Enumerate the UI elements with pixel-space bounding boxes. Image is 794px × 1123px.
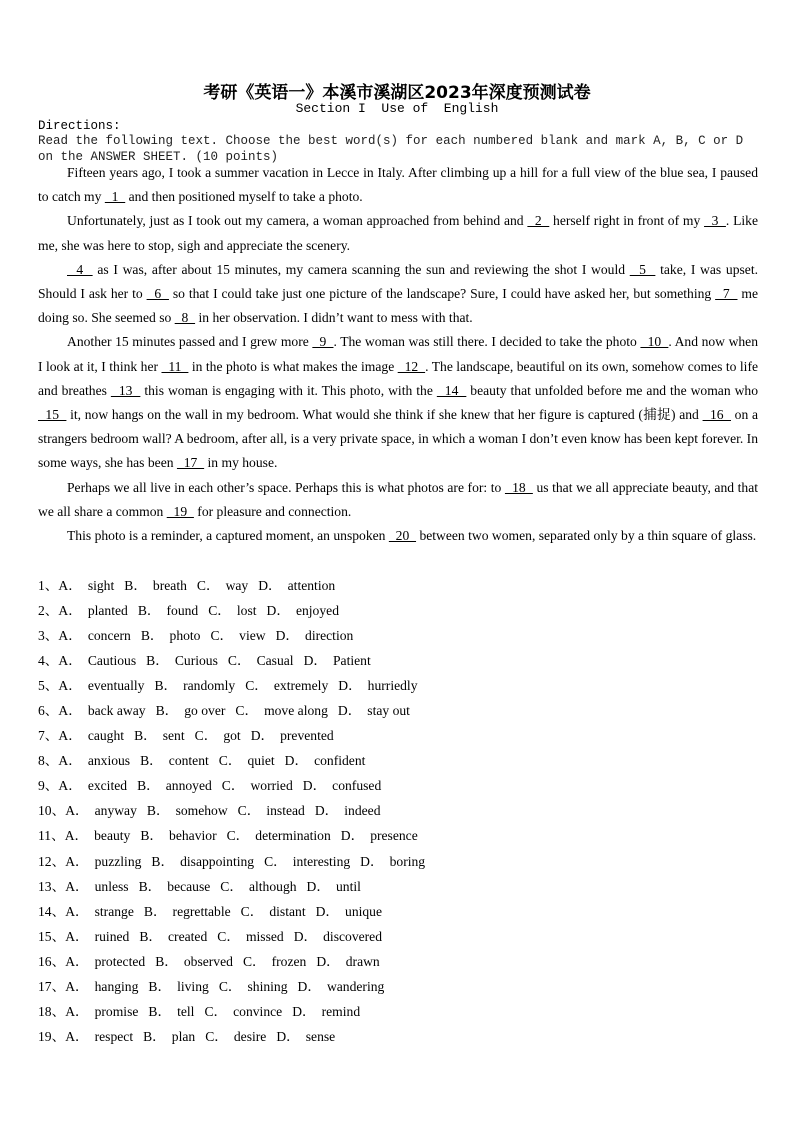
option-text: Patient: [332, 653, 371, 669]
option-text: instead: [266, 803, 305, 819]
option-text: shining: [247, 978, 288, 994]
question-number: 4、: [38, 653, 59, 669]
option-text: unless: [94, 878, 129, 894]
option-text: boring: [389, 853, 426, 869]
option-letter: D．: [250, 728, 275, 744]
option-text: quiet: [247, 753, 275, 769]
option-letter: A．: [58, 753, 82, 769]
passage-text: Perhaps we all live in each other’s space. Perhaps this is what photos are for: to: [67, 479, 505, 495]
option-letter: A．: [65, 903, 89, 919]
option-letter: B．: [151, 853, 175, 869]
option-text: eventually: [87, 678, 145, 694]
option-letter: C．: [220, 878, 243, 894]
option-text: confused: [332, 778, 382, 794]
option-text: promise: [94, 1003, 139, 1019]
option-letter: B．: [137, 778, 160, 794]
question-row: [38, 698, 435, 723]
numbered-blank: 2: [527, 213, 550, 229]
question-number: 11、: [38, 828, 65, 844]
option-letter: C．: [204, 1003, 228, 1019]
option-letter: D．: [360, 853, 384, 869]
option-letter: B．: [137, 603, 161, 619]
option-letter: A．: [58, 603, 82, 619]
option-text: breath: [152, 578, 187, 593]
passage-text: take, I was upset. Should I ask her to: [38, 261, 758, 302]
option-text: anxious: [87, 753, 131, 769]
question-row: [38, 773, 435, 798]
question-number: 16、: [38, 953, 66, 969]
question-row: [38, 1024, 435, 1049]
passage-text: on a strangers bedroom wall? A bedroom, after all, is a very private space, in which a woman I don’t even know has been kept forever. In some ways, she has been: [38, 407, 759, 471]
option-text: disappointing: [180, 853, 255, 869]
option-text: although: [248, 878, 297, 894]
option-letter: B．: [146, 803, 170, 819]
option-text: convince: [233, 1003, 283, 1019]
option-letter: A．: [58, 678, 82, 694]
numbered-blank: 16: [702, 407, 731, 423]
passage-text: . Like me, she was here to stop, sigh and appreciate the scenery.: [38, 213, 759, 253]
numbered-blank: 1: [104, 189, 126, 205]
option-text: protected: [94, 953, 146, 969]
option-letter: A．: [65, 1028, 89, 1044]
option-text: Cautious: [87, 653, 137, 669]
question-number: 10、: [38, 803, 66, 819]
passage-paragraph: [38, 209, 758, 257]
option-letter: D．: [340, 828, 365, 844]
option-letter: B．: [148, 1003, 172, 1019]
question-row: [38, 823, 435, 848]
option-text: beauty: [94, 828, 131, 844]
passage-text: us that we all appreciate beauty, and that we all share a common: [38, 479, 759, 519]
option-text: confident: [314, 753, 366, 769]
option-text: desire: [233, 1028, 267, 1044]
option-letter: D．: [266, 603, 290, 619]
question-options-list: [38, 573, 435, 1049]
passage-paragraph: [38, 330, 758, 475]
passage-text: me doing so. She seemed so: [38, 286, 759, 326]
option-text: enjoyed: [295, 603, 339, 619]
option-letter: C．: [205, 1028, 228, 1044]
directions-label: Directions:: [38, 119, 121, 133]
option-letter: C．: [227, 653, 251, 669]
option-text: determination: [255, 828, 331, 844]
option-letter: B．: [140, 628, 164, 644]
option-text: hurriedly: [367, 678, 418, 694]
option-text: stay out: [367, 703, 410, 719]
question-number: 19、: [38, 1028, 66, 1044]
option-text: got: [223, 728, 241, 744]
option-letter: D．: [302, 778, 327, 794]
option-letter: C．: [235, 703, 259, 719]
option-letter: A．: [65, 953, 89, 969]
option-letter: D．: [258, 578, 282, 593]
question-row: [38, 849, 435, 874]
option-text: planted: [87, 603, 128, 619]
numbered-blank: 14: [436, 382, 467, 398]
option-letter: C．: [242, 953, 266, 969]
option-letter: C．: [264, 853, 287, 869]
cloze-passage: [38, 161, 758, 548]
option-letter: C．: [237, 803, 261, 819]
option-text: plan: [171, 1028, 196, 1044]
question-row: [38, 924, 435, 949]
option-letter: C．: [245, 678, 268, 694]
option-text: respect: [94, 1028, 134, 1044]
passage-text: this woman is engaging with it. This photo, with the: [140, 382, 437, 398]
question-number: 17、: [38, 978, 66, 994]
option-letter: C．: [218, 753, 242, 769]
option-text: remind: [321, 1003, 361, 1019]
option-text: indeed: [344, 803, 381, 819]
numbered-blank: 19: [166, 503, 194, 519]
option-text: excited: [87, 778, 128, 794]
option-text: go over: [184, 703, 226, 719]
option-text: back away: [87, 703, 146, 719]
option-text: until: [335, 878, 361, 894]
option-letter: D．: [314, 803, 339, 819]
option-text: annoyed: [165, 778, 212, 794]
question-row: [38, 974, 435, 999]
option-letter: B．: [140, 753, 163, 769]
option-letter: C．: [194, 728, 218, 744]
option-text: created: [168, 928, 208, 944]
question-row: [38, 874, 435, 899]
numbered-blank: 13: [110, 382, 141, 398]
question-row: [38, 673, 435, 698]
passage-text: This photo is a reminder, a captured moment, an unspoken: [67, 528, 389, 544]
question-row: [38, 949, 435, 974]
directions-text: Read the following text. Choose the best word(s) for each numbered blank and mark A, B, C or D on the ANSWER SHEET. (10 points): [38, 134, 744, 164]
option-text: prevented: [280, 728, 334, 744]
option-letter: C．: [226, 828, 250, 844]
passage-paragraph: [38, 476, 758, 524]
option-text: Casual: [256, 653, 294, 669]
option-text: somehow: [175, 803, 228, 819]
option-letter: B．: [146, 653, 169, 669]
question-number: 3、: [38, 628, 59, 644]
option-letter: B．: [134, 728, 157, 744]
passage-text: herself right in front of my: [549, 213, 705, 229]
option-text: puzzling: [94, 853, 142, 869]
option-text: ruined: [94, 928, 130, 944]
option-letter: B．: [148, 978, 172, 994]
question-number: 14、: [38, 903, 66, 919]
option-text: unique: [345, 903, 383, 919]
option-letter: A．: [65, 878, 89, 894]
passage-text: so that I could take just one picture of the landscape? Sure, I could have asked her, but something: [168, 286, 716, 302]
question-number: 2、: [38, 603, 59, 619]
numbered-blank: 15: [38, 407, 67, 423]
question-row: [38, 999, 435, 1024]
passage-text: it, now hangs on the wall in my bedroom. What would she think if she knew that her figure is captured (捕捉) and: [66, 407, 703, 423]
numbered-blank: 4: [67, 261, 93, 277]
option-letter: B．: [138, 878, 162, 894]
option-letter: B．: [155, 953, 178, 969]
option-letter: A．: [65, 1003, 89, 1019]
option-letter: D．: [337, 703, 362, 719]
option-letter: D．: [315, 903, 340, 919]
option-letter: D．: [276, 1028, 300, 1044]
option-text: extremely: [273, 678, 329, 694]
numbered-blank: 8: [174, 310, 196, 326]
option-text: distant: [269, 903, 306, 919]
option-letter: A．: [65, 978, 89, 994]
option-text: attention: [287, 578, 336, 593]
option-letter: C．: [210, 628, 234, 644]
option-letter: A．: [58, 628, 82, 644]
option-text: sense: [305, 1028, 336, 1044]
option-text: sight: [87, 578, 115, 593]
question-number: 6、: [38, 703, 59, 719]
option-letter: D．: [293, 928, 318, 944]
question-number: 15、: [38, 928, 66, 944]
question-number: 13、: [38, 878, 66, 894]
option-text: photo: [169, 628, 201, 644]
numbered-blank: 20: [388, 528, 417, 544]
passage-text: Another 15 minutes passed and I grew more: [67, 334, 313, 350]
numbered-blank: 18: [504, 479, 533, 495]
numbered-blank: 6: [146, 286, 169, 302]
option-letter: A．: [65, 803, 89, 819]
option-letter: B．: [124, 578, 147, 593]
passage-paragraph: [38, 161, 758, 209]
option-letter: B．: [140, 828, 164, 844]
question-number: 1、: [38, 578, 59, 593]
option-text: missed: [245, 928, 284, 944]
question-number: 5、: [38, 678, 59, 694]
option-text: wandering: [326, 978, 385, 994]
option-letter: B．: [155, 703, 179, 719]
option-text: found: [166, 603, 199, 619]
option-text: way: [225, 578, 249, 593]
option-letter: B．: [143, 1028, 166, 1044]
option-text: living: [177, 978, 209, 994]
option-letter: C．: [217, 928, 240, 944]
question-number: 12、: [38, 853, 66, 869]
question-number: 7、: [38, 728, 59, 744]
option-letter: C．: [221, 778, 245, 794]
option-text: view: [239, 628, 266, 644]
passage-paragraph: [38, 524, 758, 548]
option-text: direction: [305, 628, 354, 644]
numbered-blank: 9: [312, 334, 334, 350]
option-letter: B．: [143, 903, 167, 919]
option-text: Curious: [174, 653, 218, 669]
option-text: tell: [177, 1003, 195, 1019]
option-letter: A．: [58, 578, 82, 593]
passage-text: beauty that unfolded before me and the woman who: [466, 382, 759, 398]
passage-text: . The landscape, beautiful on its own, somehow comes to life and breathes: [38, 358, 759, 398]
option-letter: C．: [240, 903, 264, 919]
passage-text: Fifteen years ago, I took a summer vacation in Lecce in Italy. After climbing up a hill for a full view of the blue sea, I paused to catch my: [38, 165, 758, 205]
option-text: discovered: [323, 928, 383, 944]
question-row: [38, 623, 435, 648]
question-number: 8、: [38, 753, 59, 769]
option-text: interesting: [292, 853, 351, 869]
option-letter: D．: [292, 1003, 316, 1019]
option-text: behavior: [169, 828, 217, 844]
passage-text: in the photo is what makes the image: [188, 358, 398, 374]
option-letter: A．: [65, 928, 89, 944]
option-letter: A．: [58, 728, 82, 744]
section-subtitle: Section I Use of English: [295, 101, 499, 116]
option-text: strange: [94, 903, 134, 919]
numbered-blank: 17: [176, 455, 205, 471]
option-letter: D．: [316, 953, 340, 969]
option-letter: A．: [58, 653, 82, 669]
passage-text: as I was, after about 15 minutes, my camera scanning the sun and reviewing the shot I would: [92, 261, 630, 277]
option-letter: D．: [284, 753, 309, 769]
numbered-blank: 3: [704, 213, 726, 229]
option-letter: D．: [275, 628, 300, 644]
question-row: [38, 648, 435, 673]
option-text: content: [168, 753, 209, 769]
question-row: [38, 573, 435, 598]
option-letter: C．: [196, 578, 220, 593]
question-row: [38, 899, 435, 924]
question-row: [38, 598, 435, 623]
numbered-blank: 11: [161, 358, 189, 374]
passage-paragraph: [38, 258, 758, 331]
passage-text: Unfortunately, just as I took out my camera, a woman approached from behind and: [67, 213, 528, 229]
passage-text: . The woman was still there. I decided to take the photo: [333, 334, 641, 350]
option-text: regrettable: [172, 903, 231, 919]
question-number: 18、: [38, 1003, 66, 1019]
option-text: concern: [87, 628, 131, 644]
numbered-blank: 7: [715, 286, 738, 302]
option-text: lost: [236, 603, 257, 619]
question-row: [38, 723, 435, 748]
option-text: observed: [183, 953, 233, 969]
option-letter: C．: [208, 603, 231, 619]
option-text: anyway: [94, 803, 137, 819]
option-text: presence: [370, 828, 418, 844]
option-text: drawn: [345, 953, 380, 969]
passage-text: between two women, separated only by a thin square of glass.: [416, 528, 757, 544]
passage-text: and then positioned myself to take a photo.: [125, 189, 363, 205]
option-letter: A．: [65, 853, 89, 869]
option-letter: D．: [338, 678, 362, 694]
numbered-blank: 5: [629, 261, 656, 277]
numbered-blank: 10: [640, 334, 669, 350]
passage-text: in my house.: [204, 455, 278, 471]
option-letter: A．: [58, 703, 82, 719]
option-text: sent: [162, 728, 185, 744]
option-text: frozen: [271, 953, 307, 969]
numbered-blank: 12: [397, 358, 426, 374]
page-title: 考研《英语一》本溪市溪湖区2023年深度预测试卷: [203, 83, 591, 103]
option-letter: B．: [139, 928, 163, 944]
option-text: worried: [250, 778, 293, 794]
option-letter: D．: [297, 978, 321, 994]
passage-text: in her observation. I didn’t want to mess with that.: [195, 310, 473, 326]
passage-text: . And now when I look at it, I think her: [38, 334, 759, 374]
option-text: hanging: [94, 978, 139, 994]
passage-text: for pleasure and connection.: [193, 503, 352, 519]
question-number: 9、: [38, 778, 59, 794]
option-text: move along: [264, 703, 328, 719]
option-letter: D．: [306, 878, 330, 894]
option-letter: C．: [218, 978, 242, 994]
option-text: randomly: [183, 678, 236, 694]
option-text: caught: [87, 728, 125, 744]
option-letter: A．: [64, 828, 89, 844]
option-letter: A．: [58, 778, 82, 794]
option-letter: D．: [303, 653, 327, 669]
question-row: [38, 748, 435, 773]
option-text: because: [167, 878, 211, 894]
question-row: [38, 798, 435, 823]
option-letter: B．: [154, 678, 178, 694]
